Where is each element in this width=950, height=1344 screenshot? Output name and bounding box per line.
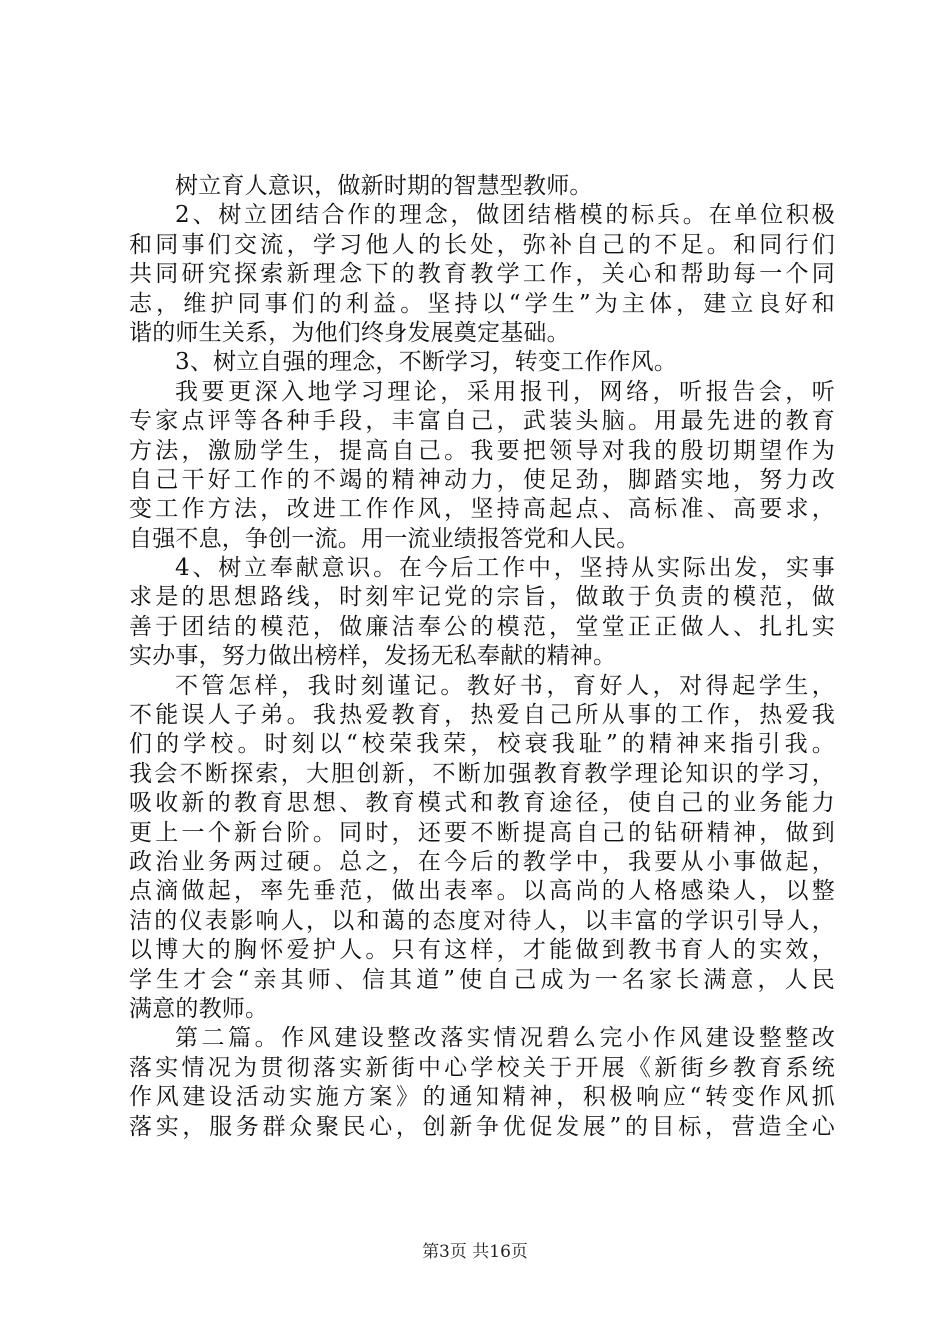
text-line: 落实情况为贯彻落实新街中心学校关于开展《新街乡教育系统 <box>129 1054 835 1081</box>
text-line: 作风建设活动实施方案》的通知精神，积极响应“转变作风抓 <box>129 1084 835 1111</box>
text-line: 点滴做起，率先垂范，做出表率。以高尚的人格感染人，以整 <box>129 878 835 905</box>
text-line: 政治业务两过硬。总之，在今后的教学中，我要从小事做起， <box>129 848 835 875</box>
text-line: 善于团结的模范，做廉洁奉公的模范，堂堂正正做人、扎扎实 <box>129 613 835 640</box>
text-line: 求是的思想路线，时刻牢记党的宗旨，做敢于负责的模范，做 <box>129 584 835 611</box>
text-line: 落实，服务群众聚民心，创新争优促发展”的目标，营造全心 <box>129 1113 835 1140</box>
text-line: 自己干好工作的不竭的精神动力，使足劲，脚踏实地，努力改 <box>129 466 835 493</box>
text-line: 4、树立奉献意识。在今后工作中，坚持从实际出发，实事 <box>175 555 835 582</box>
text-line: 满意的教师。 <box>129 995 269 1022</box>
text-line: 洁的仪表影响人，以和蔼的态度对待人，以丰富的学识引导人， <box>129 907 835 934</box>
text-line: 和同事们交流，学习他人的长处，弥补自己的不足。和同行们 <box>129 231 835 258</box>
text-line: 不能误人子弟。我热爱教育，热爱自己所从事的工作，热爱我 <box>129 702 835 729</box>
text-line: 专家点评等各种手段，丰富自己，武装头脑。用最先进的教育 <box>129 408 835 435</box>
text-line: 志，维护同事们的利益。坚持以“学生”为主体，建立良好和 <box>129 290 835 317</box>
text-line: 更上一个新台阶。同时，还要不断提高自己的钻研精神，做到 <box>129 819 835 846</box>
text-line: 学生才会“亲其师、信其道”使自己成为一名家长满意，人民 <box>129 966 835 993</box>
text-line: 不管怎样，我时刻谨记。教好书，育好人，对得起学生， <box>175 672 835 699</box>
text-line: 变工作方法，改进工作作风，坚持高起点、高标准、高要求， <box>129 496 835 523</box>
text-line: 方法，激励学生，提高自己。我要把领导对我的殷切期望作为 <box>129 437 835 464</box>
text-line: 以博大的胸怀爱护人。只有这样，才能做到教书育人的实效， <box>129 937 835 964</box>
document-body <box>129 172 835 1142</box>
text-line: 2、树立团结合作的理念，做团结楷模的标兵。在单位积极 <box>175 202 835 229</box>
text-line: 第二篇。作风建设整改落实情况碧么完小作风建设整整改 <box>175 1025 835 1052</box>
text-line: 我要更深入地学习理论，采用报刊，网络，听报告会，听 <box>175 378 835 405</box>
text-line: 树立育人意识，做新时期的智慧型教师。 <box>175 173 593 199</box>
text-line: 们的学校。时刻以“校荣我荣，校衰我耻”的精神来指引我。 <box>129 731 835 758</box>
text-line: 实办事，努力做出榜样，发扬无私奉献的精神。 <box>129 643 617 670</box>
text-line: 共同研究探索新理念下的教育教学工作，关心和帮助每一个同 <box>129 261 835 288</box>
page-footer: 第3页 共16页 <box>422 1242 528 1262</box>
text-line: 自强不息，争创一流。用一流业绩报答党和人民。 <box>129 525 640 552</box>
text-line: 谐的师生关系，为他们终身发展奠定基础。 <box>129 319 570 346</box>
text-line: 吸收新的教育思想、教育模式和教育途径，使自己的业务能力 <box>129 790 835 817</box>
text-line: 我会不断探索，大胆创新，不断加强教育教学理论知识的学习， <box>129 760 835 787</box>
text-line: 3、树立自强的理念，不断学习，转变工作作风。 <box>175 349 678 376</box>
